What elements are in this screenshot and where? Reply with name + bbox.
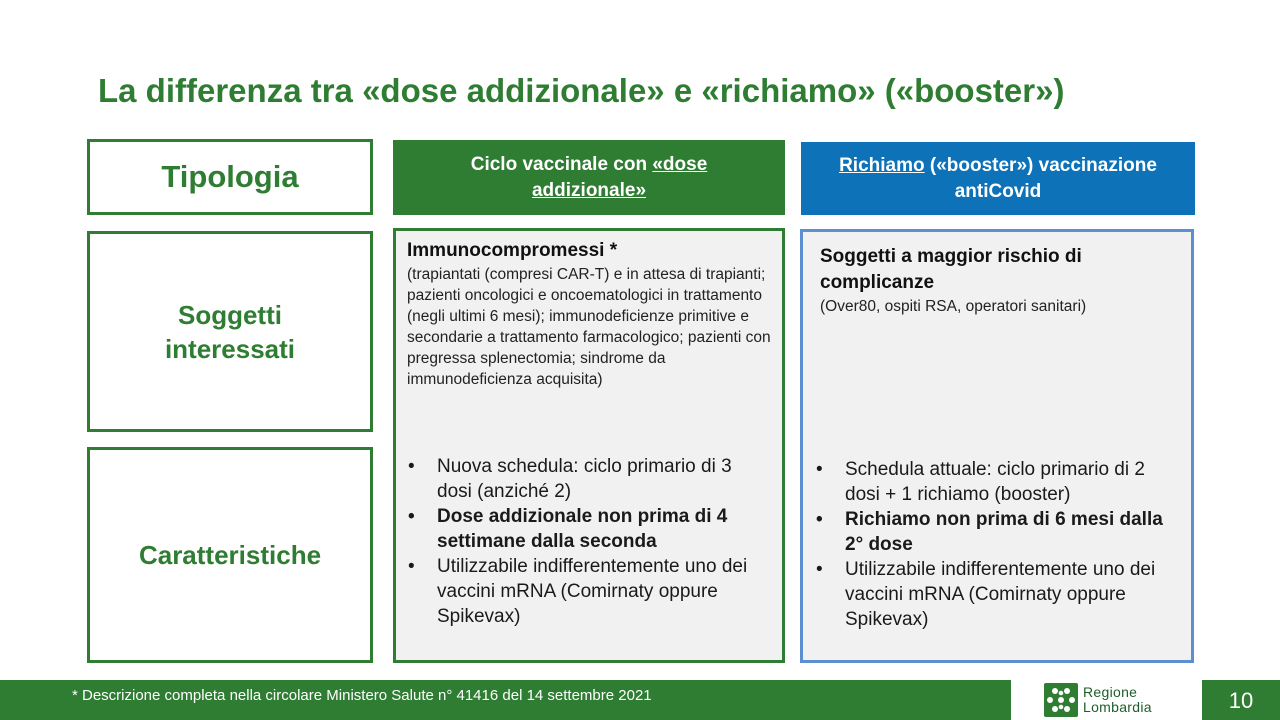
- list-item: • Dose addizionale non prima di 4 settimane dalla seconda: [407, 504, 767, 554]
- regione-lombardia-rosa-camuna-icon: [1044, 683, 1078, 717]
- panel-richiamo-booster: [800, 229, 1194, 663]
- header-richiamo-booster: [801, 142, 1195, 215]
- header-boost-rest: («booster») vaccinazione: [924, 154, 1157, 176]
- footer-note: * Descrizione completa nella circolare Ministero Salute n° 41416 del 14 settembre 2021: [72, 687, 652, 704]
- panel-dose-addizionale: [393, 228, 785, 663]
- boost-subjects-block: [820, 244, 1180, 317]
- list-item: • Schedula attuale: ciclo primario di 2 dosi + 1 richiamo (booster): [815, 457, 1177, 507]
- logo-line2: Lombardia: [1083, 699, 1152, 715]
- tipologia-label: Tipologia: [161, 159, 299, 194]
- add-subjects-detail: (trapiantati (compresi CAR-T) e in attesa di trapianti; pazienti oncologici e oncoematologici in trattamento (negli ultimi 6 mesi); immunodeficienze primitive e secondarie a trattamento farmacologico; pazienti con pregressa splenectomia; sindrome da immunodeficienza acquisita): [407, 266, 771, 388]
- caratteristiche-label: Caratteristiche: [138, 539, 322, 570]
- header-add-prefix: Ciclo vaccinale con: [470, 153, 653, 175]
- row-label-caratteristiche: [87, 447, 373, 663]
- list-item: • Utilizzabile indifferentemente uno dei vaccini mRNA (Comirnaty oppure Spikevax): [407, 554, 767, 629]
- add-characteristics-list: [407, 454, 767, 629]
- header-add-underlined-2: addizionale»: [531, 179, 647, 201]
- boost-subjects-detail: (Over80, ospiti RSA, operatori sanitari): [820, 298, 1087, 315]
- soggetti-label-line1: Soggetti: [177, 299, 282, 330]
- header-boost-underlined: Richiamo: [839, 154, 925, 176]
- boost-characteristics-list: [815, 457, 1177, 632]
- boost-subjects-title: Soggetti a maggior rischio di complicanze: [820, 246, 1082, 293]
- logo-line1: Regione: [1083, 684, 1138, 700]
- page-number: 10: [1228, 688, 1254, 713]
- add-subjects-title: Immunocompromessi *: [407, 240, 618, 261]
- header-boost-line2: antiCovid: [954, 180, 1042, 202]
- regione-lombardia-logo: [1011, 680, 1202, 720]
- logo-text: [1083, 685, 1152, 715]
- soggetti-label-line2: interessati: [164, 333, 296, 364]
- header-dose-addizionale: [393, 140, 785, 215]
- list-item: • Utilizzabile indifferentemente uno dei vaccini mRNA (Comirnaty oppure Spikevax): [815, 557, 1177, 632]
- page-number-box: [1202, 680, 1280, 720]
- list-item: • Nuova schedula: ciclo primario di 3 dosi (anziché 2): [407, 454, 767, 504]
- header-add-underlined-1: «dose: [652, 153, 708, 175]
- row-label-tipologia: [87, 139, 373, 215]
- slide-title: La differenza tra «dose addizionale» e «richiamo» («booster»): [98, 72, 1065, 109]
- add-subjects-block: [407, 238, 773, 390]
- row-label-soggetti-interessati: [87, 231, 373, 432]
- list-item: • Richiamo non prima di 6 mesi dalla 2° dose: [815, 507, 1177, 557]
